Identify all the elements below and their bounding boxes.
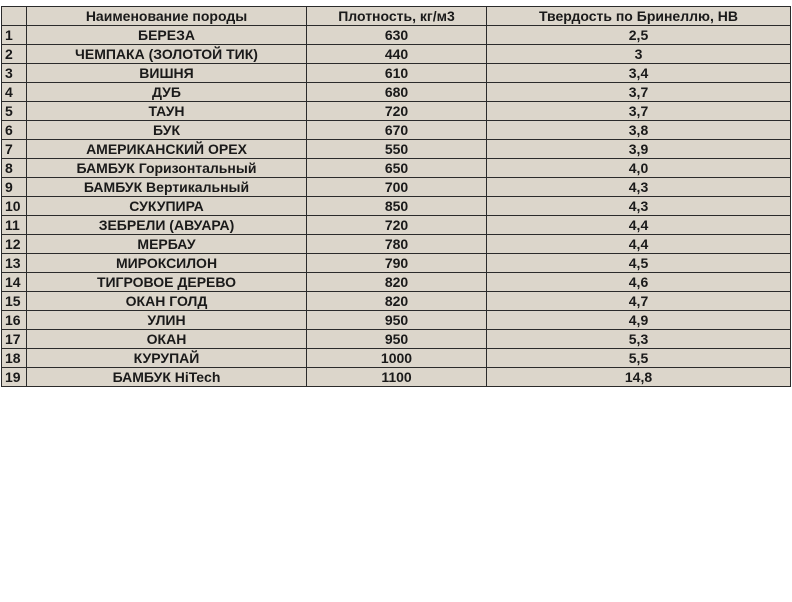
- row-number: 5: [2, 102, 27, 121]
- row-number: 10: [2, 197, 27, 216]
- species-name: БАМБУК HiTech: [27, 368, 307, 387]
- table-row: [2, 45, 791, 64]
- species-name: МИРОКСИЛОН: [27, 254, 307, 273]
- row-number: 9: [2, 178, 27, 197]
- table-row: [2, 235, 791, 254]
- species-name: АМЕРИКАНСКИЙ ОРЕХ: [27, 140, 307, 159]
- row-number: 17: [2, 330, 27, 349]
- density-value: 670: [307, 121, 487, 140]
- table-row: [2, 178, 791, 197]
- table-body: [2, 26, 791, 387]
- species-name: МЕРБАУ: [27, 235, 307, 254]
- table-row: [2, 273, 791, 292]
- species-name: ОКАН ГОЛД: [27, 292, 307, 311]
- hardness-value: 3,8: [487, 121, 791, 140]
- header-number: [2, 7, 27, 26]
- density-value: 680: [307, 83, 487, 102]
- density-value: 610: [307, 64, 487, 83]
- density-value: 550: [307, 140, 487, 159]
- table-row: [2, 254, 791, 273]
- density-value: 790: [307, 254, 487, 273]
- row-number: 6: [2, 121, 27, 140]
- row-number: 7: [2, 140, 27, 159]
- table-row: [2, 121, 791, 140]
- row-number: 15: [2, 292, 27, 311]
- hardness-value: 3,7: [487, 83, 791, 102]
- hardness-value: 4,0: [487, 159, 791, 178]
- density-value: 440: [307, 45, 487, 64]
- header-name: Наименование породы: [27, 7, 307, 26]
- table-row: [2, 140, 791, 159]
- species-name: ОКАН: [27, 330, 307, 349]
- row-number: 12: [2, 235, 27, 254]
- density-value: 720: [307, 216, 487, 235]
- row-number: 11: [2, 216, 27, 235]
- hardness-value: 4,4: [487, 216, 791, 235]
- species-name: ЧЕМПАКА (ЗОЛОТОЙ ТИК): [27, 45, 307, 64]
- species-name: УЛИН: [27, 311, 307, 330]
- species-name: ТАУН: [27, 102, 307, 121]
- species-name: ЗЕБРЕЛИ (АВУАРА): [27, 216, 307, 235]
- row-number: 14: [2, 273, 27, 292]
- species-name: БАМБУК Горизонтальный: [27, 159, 307, 178]
- table-row: [2, 292, 791, 311]
- table-row: [2, 368, 791, 387]
- density-value: 780: [307, 235, 487, 254]
- table-row: [2, 349, 791, 368]
- hardness-value: 4,4: [487, 235, 791, 254]
- table-row: [2, 197, 791, 216]
- density-value: 850: [307, 197, 487, 216]
- wood-hardness-table: [1, 6, 791, 387]
- hardness-value: 3: [487, 45, 791, 64]
- header-row: [2, 7, 791, 26]
- density-value: 820: [307, 273, 487, 292]
- density-value: 630: [307, 26, 487, 45]
- hardness-value: 4,7: [487, 292, 791, 311]
- row-number: 2: [2, 45, 27, 64]
- table-row: [2, 216, 791, 235]
- density-value: 950: [307, 330, 487, 349]
- row-number: 13: [2, 254, 27, 273]
- hardness-value: 3,9: [487, 140, 791, 159]
- hardness-value: 5,5: [487, 349, 791, 368]
- density-value: 950: [307, 311, 487, 330]
- table-header: [2, 7, 791, 26]
- row-number: 8: [2, 159, 27, 178]
- density-value: 700: [307, 178, 487, 197]
- density-value: 1000: [307, 349, 487, 368]
- table-row: [2, 26, 791, 45]
- hardness-value: 3,4: [487, 64, 791, 83]
- row-number: 4: [2, 83, 27, 102]
- hardness-value: 4,3: [487, 197, 791, 216]
- row-number: 18: [2, 349, 27, 368]
- species-name: ДУБ: [27, 83, 307, 102]
- row-number: 19: [2, 368, 27, 387]
- species-name: БУК: [27, 121, 307, 140]
- hardness-value: 4,9: [487, 311, 791, 330]
- species-name: БЕРЕЗА: [27, 26, 307, 45]
- table-row: [2, 330, 791, 349]
- row-number: 1: [2, 26, 27, 45]
- density-value: 650: [307, 159, 487, 178]
- species-name: БАМБУК Вертикальный: [27, 178, 307, 197]
- table-row: [2, 83, 791, 102]
- table-row: [2, 64, 791, 83]
- hardness-value: 2,5: [487, 26, 791, 45]
- hardness-value: 5,3: [487, 330, 791, 349]
- density-value: 1100: [307, 368, 487, 387]
- table-row: [2, 311, 791, 330]
- hardness-value: 4,6: [487, 273, 791, 292]
- species-name: СУКУПИРА: [27, 197, 307, 216]
- row-number: 3: [2, 64, 27, 83]
- header-density: Плотность, кг/м3: [307, 7, 487, 26]
- hardness-value: 14,8: [487, 368, 791, 387]
- table-row: [2, 102, 791, 121]
- row-number: 16: [2, 311, 27, 330]
- density-value: 820: [307, 292, 487, 311]
- header-hardness: Твердость по Бринеллю, НВ: [487, 7, 791, 26]
- species-name: ВИШНЯ: [27, 64, 307, 83]
- species-name: ТИГРОВОЕ ДЕРЕВО: [27, 273, 307, 292]
- table-row: [2, 159, 791, 178]
- hardness-value: 3,7: [487, 102, 791, 121]
- hardness-value: 4,3: [487, 178, 791, 197]
- species-name: КУРУПАЙ: [27, 349, 307, 368]
- hardness-value: 4,5: [487, 254, 791, 273]
- density-value: 720: [307, 102, 487, 121]
